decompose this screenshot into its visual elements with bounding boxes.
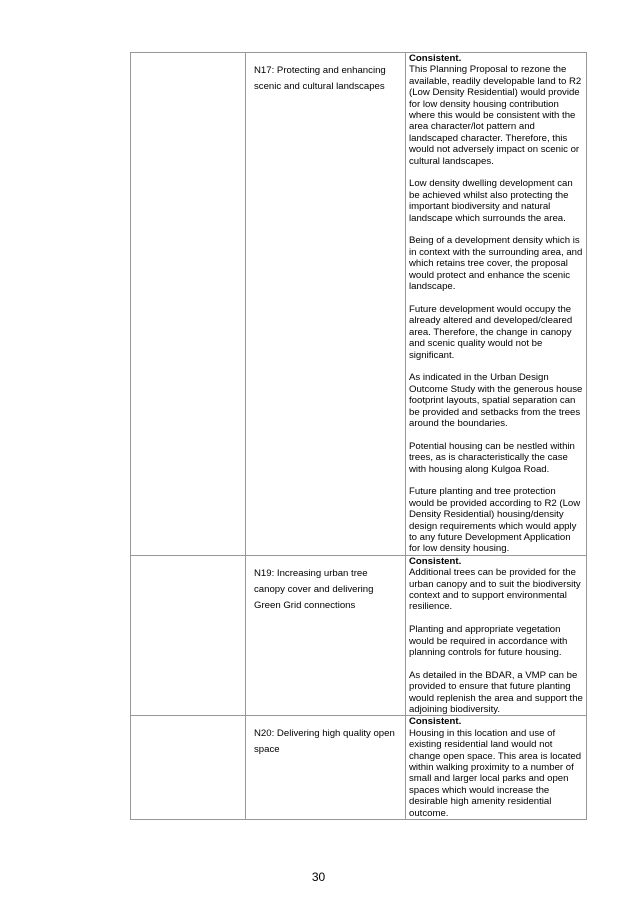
assessment-paragraph: Potential housing can be nestled within trees, as is characteristically the case with housing along Kulgoa Road. bbox=[409, 440, 575, 475]
policy-cell bbox=[246, 53, 406, 556]
assessment-paragraph: Future planting and tree protection would be provided according to R2 (Low Density Residential) housing/density design requirements which would apply to any future Development Application for low density housing. bbox=[409, 486, 581, 555]
table-row bbox=[131, 555, 587, 716]
policy-name: N17: Protecting and enhancing scenic and cultural landscapes bbox=[254, 65, 386, 92]
assessment-paragraph: Being of a development density which is in context with the surrounding area, and which retains tree cover, the proposal would protect and enhance the scenic landscape. bbox=[409, 235, 583, 293]
table-row bbox=[131, 53, 587, 556]
verdict-label: Consistent. bbox=[409, 716, 462, 728]
assessment-paragraph: This Planning Proposal to rezone the available, readily developable land to R2 (Low Density Residential) would provide for low density housing contribution where this would be consistent with the area character/lot pattern and landscaped character. Therefore, this would not adversely impact on scenic or cultural landscapes. bbox=[409, 64, 582, 167]
verdict-label: Consistent. bbox=[409, 53, 462, 64]
policy-name: N20: Delivering high quality open space bbox=[254, 728, 395, 756]
assessment-cell bbox=[406, 716, 587, 820]
table-row bbox=[131, 716, 587, 820]
assessment-paragraph: As indicated in the Urban Design Outcome Study with the generous house footprint layouts, spatial separation can be provided and setbacks from the trees around the boundaries. bbox=[409, 372, 583, 429]
assessment-paragraph: Housing in this location and use of existing residential land would not change open space. This area is located within walking proximity to a number of small and larger local parks and open spaces which would increase the desirable high amenity residential outcome. bbox=[409, 727, 582, 819]
page-number: 30 bbox=[311, 870, 326, 884]
assessment-paragraph: As detailed in the BDAR, a VMP can be provided to ensure that future planting would replenish the area and support the adjoining biodiversity. bbox=[409, 669, 583, 716]
assessment-paragraph: Low density dwelling development can be achieved whilst also protecting the important biodiversity and natural landscape which surrounds the area. bbox=[409, 178, 573, 224]
assessment-paragraph: Future development would occupy the already altered and developed/cleared area. Therefore, the change in canopy and scenic quality would not be significant. bbox=[409, 303, 573, 361]
policy-name: N19: Increasing urban tree canopy cover and delivering Green Grid connections bbox=[254, 567, 374, 611]
policy-cell bbox=[246, 716, 406, 820]
blank-cell bbox=[131, 555, 246, 716]
assessment-cell bbox=[406, 53, 587, 556]
policy-cell bbox=[246, 555, 406, 716]
assessment-paragraph: Additional trees can be provided for the urban canopy and to suit the biodiversity context and to support environmental resilience. bbox=[409, 567, 581, 613]
blank-cell bbox=[131, 716, 246, 820]
verdict-label: Consistent. bbox=[409, 555, 462, 567]
blank-cell bbox=[131, 53, 246, 556]
policy-consistency-table bbox=[130, 52, 587, 820]
assessment-paragraph: Planting and appropriate vegetation would be required in accordance with planning controls for future housing. bbox=[409, 624, 568, 659]
assessment-cell bbox=[406, 555, 587, 716]
